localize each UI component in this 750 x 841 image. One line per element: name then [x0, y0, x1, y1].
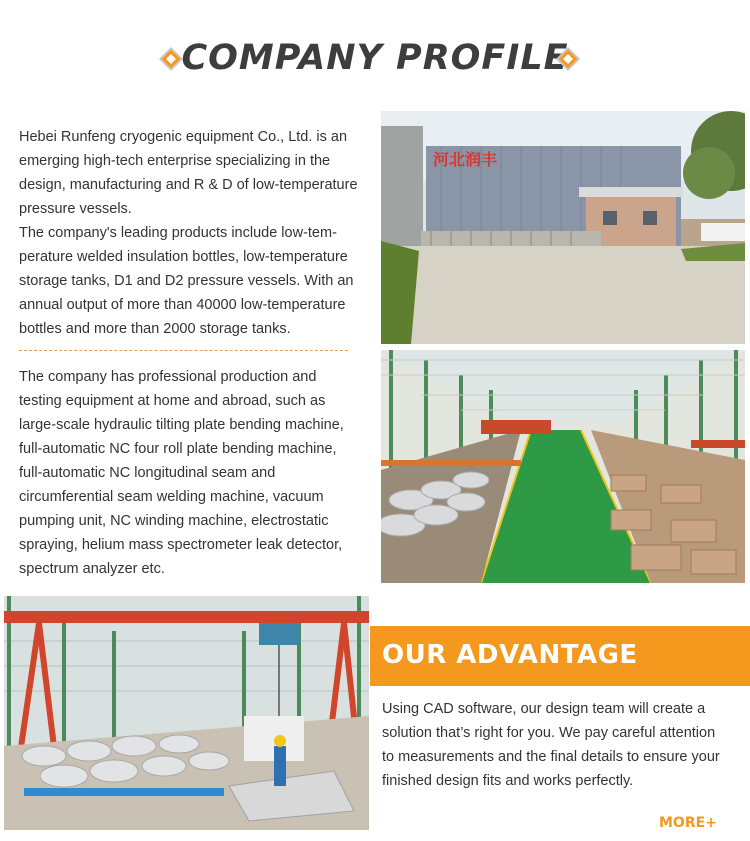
advantage-paragraph — [382, 697, 747, 793]
text-line: annual output of more than 40000 low-temperature — [19, 297, 346, 313]
text-line: pumping unit, NC winding machine, electrostatic — [19, 513, 329, 529]
more-link[interactable]: MORE+ — [659, 815, 717, 831]
text-line: large-scale hydraulic tilting plate bending machine, — [19, 417, 344, 433]
intro-paragraph — [19, 125, 374, 341]
text-line: spectrum analyzer etc. — [19, 561, 165, 577]
diamond-ornament-icon — [553, 44, 583, 74]
text-line: emerging high-tech enterprise specializing in the — [19, 153, 331, 169]
text-line: spraying, helium mass spectrometer leak detector, — [19, 537, 343, 553]
text-line: bottles and more than 2000 storage tanks. — [19, 321, 291, 337]
text-line: design, manufacturing and R & D of low-temperature — [19, 177, 358, 193]
dashed-divider — [19, 350, 348, 351]
text-line: Using CAD software, our design team will create a — [382, 701, 706, 717]
text-line: circumferential seam welding machine, vacuum — [19, 489, 324, 505]
text-line: The company's leading products include low-tem- — [19, 225, 337, 241]
text-line: finished design fits and works perfectly. — [382, 773, 634, 789]
text-line: The company has professional production and — [19, 369, 317, 385]
text-line: Hebei Runfeng cryogenic equipment Co., Ltd. is an — [19, 129, 348, 145]
text-line: to measurements and the final details to ensure your — [382, 749, 720, 765]
advantage-title: OUR ADVANTAGE — [382, 640, 638, 670]
factory-sign-text: 河北润丰 — [433, 150, 498, 169]
workshop-interior-photo — [381, 350, 745, 583]
text-line: storage tanks, D1 and D2 pressure vessels. With an — [19, 273, 354, 289]
text-line: testing equipment at home and abroad, such as — [19, 393, 326, 409]
factory-exterior-photo — [381, 111, 745, 344]
text-line: full-automatic NC longitudinal seam and — [19, 465, 276, 481]
text-line: pressure vessels. — [19, 201, 132, 217]
crane-workshop-photo — [4, 596, 369, 830]
equipment-paragraph — [19, 365, 374, 581]
text-line: full-automatic NC four roll plate bending machine, — [19, 441, 337, 457]
page-title: COMPANY PROFILE — [181, 38, 569, 78]
text-line: perature welded insulation bottles, low-temperature — [19, 249, 348, 265]
text-line: solution that’s right for you. We pay careful attention — [382, 725, 716, 741]
